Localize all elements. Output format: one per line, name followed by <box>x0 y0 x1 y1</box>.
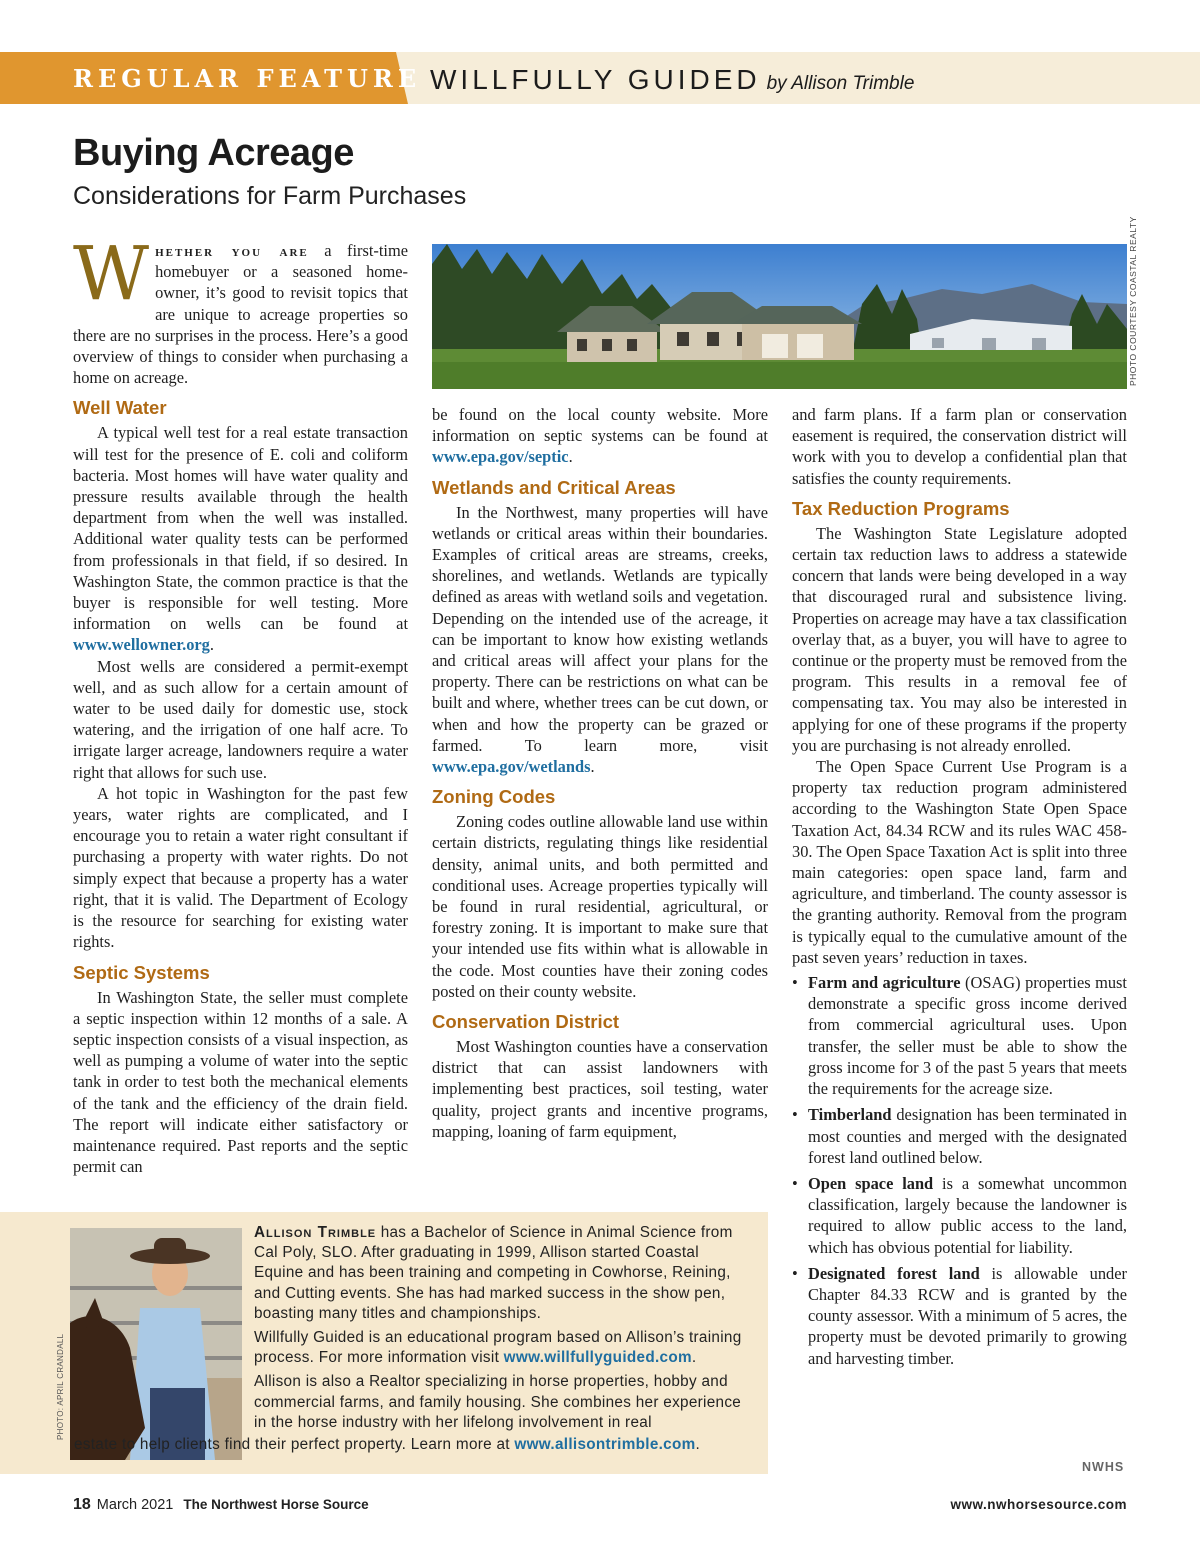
heading-tax-reduction: Tax Reduction Programs <box>792 497 1010 519</box>
tax-category-list <box>792 972 1127 1369</box>
heading-zoning-codes: Zoning Codes <box>432 786 556 808</box>
bullet-term: Open space land <box>808 1173 934 1193</box>
feature-label: REGULAR FEATURE <box>73 64 422 93</box>
septic-paragraph-1: In Washington State, the seller must complete a septic inspection within 12 months of a sale. A septic inspection consists of a visual inspection, as well as pumping a volume of water into the septic tank in order to test both the mechanical elements of the tank and the efficiency of the drain field. The report will indicate either satisfactory or maintenance required. Past reports and the septic permit can <box>73 987 408 1177</box>
footer-website[interactable]: www.nwhorsesource.com <box>950 1497 1127 1512</box>
well-water-paragraph-2: Most wells are considered a permit-exempt well, and as such allow for a certain amount of water to be used daily for domestic use, stock watering, and the irrigation of one half acre. To irrigate larger acreage, landowners require a water right that allows for such use. <box>73 656 408 782</box>
photo-credit-text: PHOTO COURTESY COASTAL REALTY <box>1128 216 1138 386</box>
link-epa-septic[interactable]: www.epa.gov/septic <box>432 447 569 467</box>
septic-text-2: be found on the local county website. More information on septic systems can be found at <box>432 405 768 446</box>
publication-name: The Northwest Horse Source <box>183 1497 369 1512</box>
well-water-paragraph-3: A hot topic in Washington for the past few years, water rights are complicated, and I encourage you to retain a water right consultant if purchasing a property with water rights. Do not simply expect that because a property has a water right, that it is valid. The Department of Ecology is the resource for searching for existing water rights. <box>73 783 408 952</box>
bullet-term: Timberland <box>808 1105 892 1125</box>
intro-text: a first-time homebuyer or a seasoned home-owner, it’s good to revisit topics that are unique to acreage properties so there are no surprises in the process. Here’s a good overview of things to consider when purchasing a home on acreage. <box>73 241 408 388</box>
author-photo-credit <box>56 1300 68 1440</box>
heading-septic-systems: Septic Systems <box>73 961 210 983</box>
bio-text-2-end: . <box>691 1349 697 1367</box>
link-allisontrimble[interactable]: www.allisontrimble.com <box>514 1436 696 1453</box>
bullet-text: is allowable under Chapter 84.33 RCW and is granted by the county assessor. With a minimum of 5 acres, the property must be devoted primarily to growing and harvesting timber. <box>808 1263 1127 1368</box>
series-title <box>430 64 914 96</box>
well-water-paragraph-1 <box>73 422 408 655</box>
bio-paragraph-2 <box>254 1328 752 1368</box>
byline: by Allison Trimble <box>766 73 915 94</box>
tax-paragraph-1: The Washington State Legislature adopted certain tax reduction laws to address a statewide concern that lands were being developed in a way that discouraged rural and subsistence living. Properties on acreage may have a tax classification overlay that, as a buyer, you will have to agree to continue or the property must be removed from the program. This results in a removal fee of compensating tax. You may also be interested in applying for one of these programs if the property you are purchasing is not already enrolled. <box>792 523 1127 755</box>
bio-text-3-cont: estate to help clients find their perfect property. Learn more at <box>74 1436 515 1453</box>
bio-text-2: Willfully Guided is an educational program based on Allison’s training process. For more information visit <box>254 1329 742 1367</box>
bio-text-1: has a Bachelor of Science in Animal Science from Cal Poly, SLO. After graduating in 1999, Allison started Coastal Equine and has been training and competing in Cowhorse, Reining, and Cutting events. She has had marked success in the show pen, boasting many titles and championships. <box>254 1224 733 1322</box>
series-name: WILLFULLY GUIDED <box>430 64 761 95</box>
conservation-paragraph-2: and farm plans. If a farm plan or conservation easement is required, the conservation district will work with you to develop a confidential plan that satisfies the county requirements. <box>792 405 1127 488</box>
list-item <box>792 1104 1127 1168</box>
zoning-paragraph: Zoning codes outline allowable land use within certain districts, regulating things like residential density, animal units, and both permitted and conditional uses. Acreage properties typically will be found in rural residential, agricultural, or forestry zoning. It is important to make sure that your intended use fits within what is allowable in the code. Most counties have their zoning codes posted on their county website. <box>432 812 768 1001</box>
intro-paragraph <box>73 231 408 388</box>
link-wellowner[interactable]: www.wellowner.org <box>73 635 210 655</box>
heading-conservation-district: Conservation District <box>432 1011 620 1033</box>
column-3 <box>792 404 1127 1374</box>
bio-text-3-end: . <box>695 1436 701 1453</box>
list-item <box>792 1173 1127 1258</box>
footer-left <box>73 1496 369 1514</box>
list-item <box>792 972 1127 1099</box>
heading-wetlands: Wetlands and Critical Areas <box>432 476 676 498</box>
wetlands-text: In the Northwest, many properties will have wetlands or critical areas within their boundaries. Examples of critical areas are streams, creeks, shorelines, and wetlands. Wetlands are typically defined as areas with wetland soils and vegetation. Depending on the intended use of the acreage, it can be important to know how existing wetlands and critical areas will affect your plans for the property. There can be restrictions on what can be built and where, whether trees can be cut down, or when and how the property can be grazed or farmed. To learn more, visit <box>432 502 768 755</box>
bio-paragraph-1 <box>254 1223 752 1324</box>
column-1 <box>73 231 408 1177</box>
farm-property-photo <box>432 244 1127 389</box>
conservation-paragraph-1: Most Washington counties have a conservation district that can assist landowners with implementing best practices, soil testing, water quality, project grants and incentive programs, mapping, loaning of farm equipment, <box>432 1037 768 1141</box>
bullet-text: is a somewhat uncommon classification, largely because the landowner is required to allow public access to the land, which has obvious potential for liability. <box>808 1173 1128 1257</box>
drop-cap: W <box>73 231 150 317</box>
issue-date: March 2021 <box>96 1497 174 1513</box>
well-water-text-1-end: . <box>209 635 214 655</box>
intro-lead: hether you are <box>155 241 309 260</box>
column-2 <box>432 404 768 1142</box>
photo-credit <box>1128 216 1142 386</box>
well-water-text-1: A typical well test for a real estate transaction will test for the presence of E. coli and coliform bacteria. Most homes will have water quality and pressure results available through the health department from when the well was installed. Additional water quality tests can be performed from professionals in that field, if so desired. In Washington State, the common practice is that the buyer is responsible for well testing. More information on wells can be found at <box>73 423 408 634</box>
septic-paragraph-2 <box>432 404 768 468</box>
bullet-text: (OSAG) properties must demonstrate a specific gross income derived from commercial agricultural uses. Upon transfer, the seller must be able to show the gross income for 3 of the past 5 years that meets the requirements for the acreage size. <box>808 973 1127 1099</box>
wetlands-paragraph <box>432 502 768 778</box>
bullet-term: Designated forest land <box>808 1263 980 1283</box>
signoff: NWHS <box>1082 1460 1125 1474</box>
bio-paragraph-3: Allison is also a Realtor specializing in horse properties, hobby and commercial farms, and family housing. She combines her experience in the horse industry with her lifelong involvement in real <box>254 1373 742 1431</box>
link-epa-wetlands[interactable]: www.epa.gov/wetlands <box>432 757 591 777</box>
link-willfullyguided[interactable]: www.willfullyguided.com <box>503 1349 692 1367</box>
wetlands-text-end: . <box>590 757 595 777</box>
author-name: Allison Trimble <box>254 1224 377 1241</box>
author-photo <box>70 1228 242 1460</box>
author-bio-text <box>254 1223 752 1437</box>
page-number: 18 <box>73 1496 91 1513</box>
tax-paragraph-2: The Open Space Current Use Program is a property tax reduction program administered according to the Washington State Open Space Taxation Act, 84.34 RCW and its rules WAC 458-30. The Open Space Taxation Act is split into three main categories: open space land, farm and agriculture, and timberland. The county assessor is the granting authority. Removal from the program is typically equal to the cumulative amount of the past seven years’ reduction in taxes. <box>792 757 1127 967</box>
list-item <box>792 1263 1127 1369</box>
bio-paragraph-3-continued <box>74 1435 754 1455</box>
septic-text-2-end: . <box>568 447 573 467</box>
bullet-term: Farm and agriculture <box>808 973 961 993</box>
author-photo-credit-text: PHOTO: APRIL CRANDALL <box>56 1333 65 1440</box>
heading-well-water: Well Water <box>73 397 167 419</box>
bullet-text: designation has been terminated in most counties and merged with the designated forest land outlined below. <box>808 1105 1127 1167</box>
article-subtitle: Considerations for Farm Purchases <box>73 182 467 210</box>
article-title: Buying Acreage <box>73 132 354 174</box>
